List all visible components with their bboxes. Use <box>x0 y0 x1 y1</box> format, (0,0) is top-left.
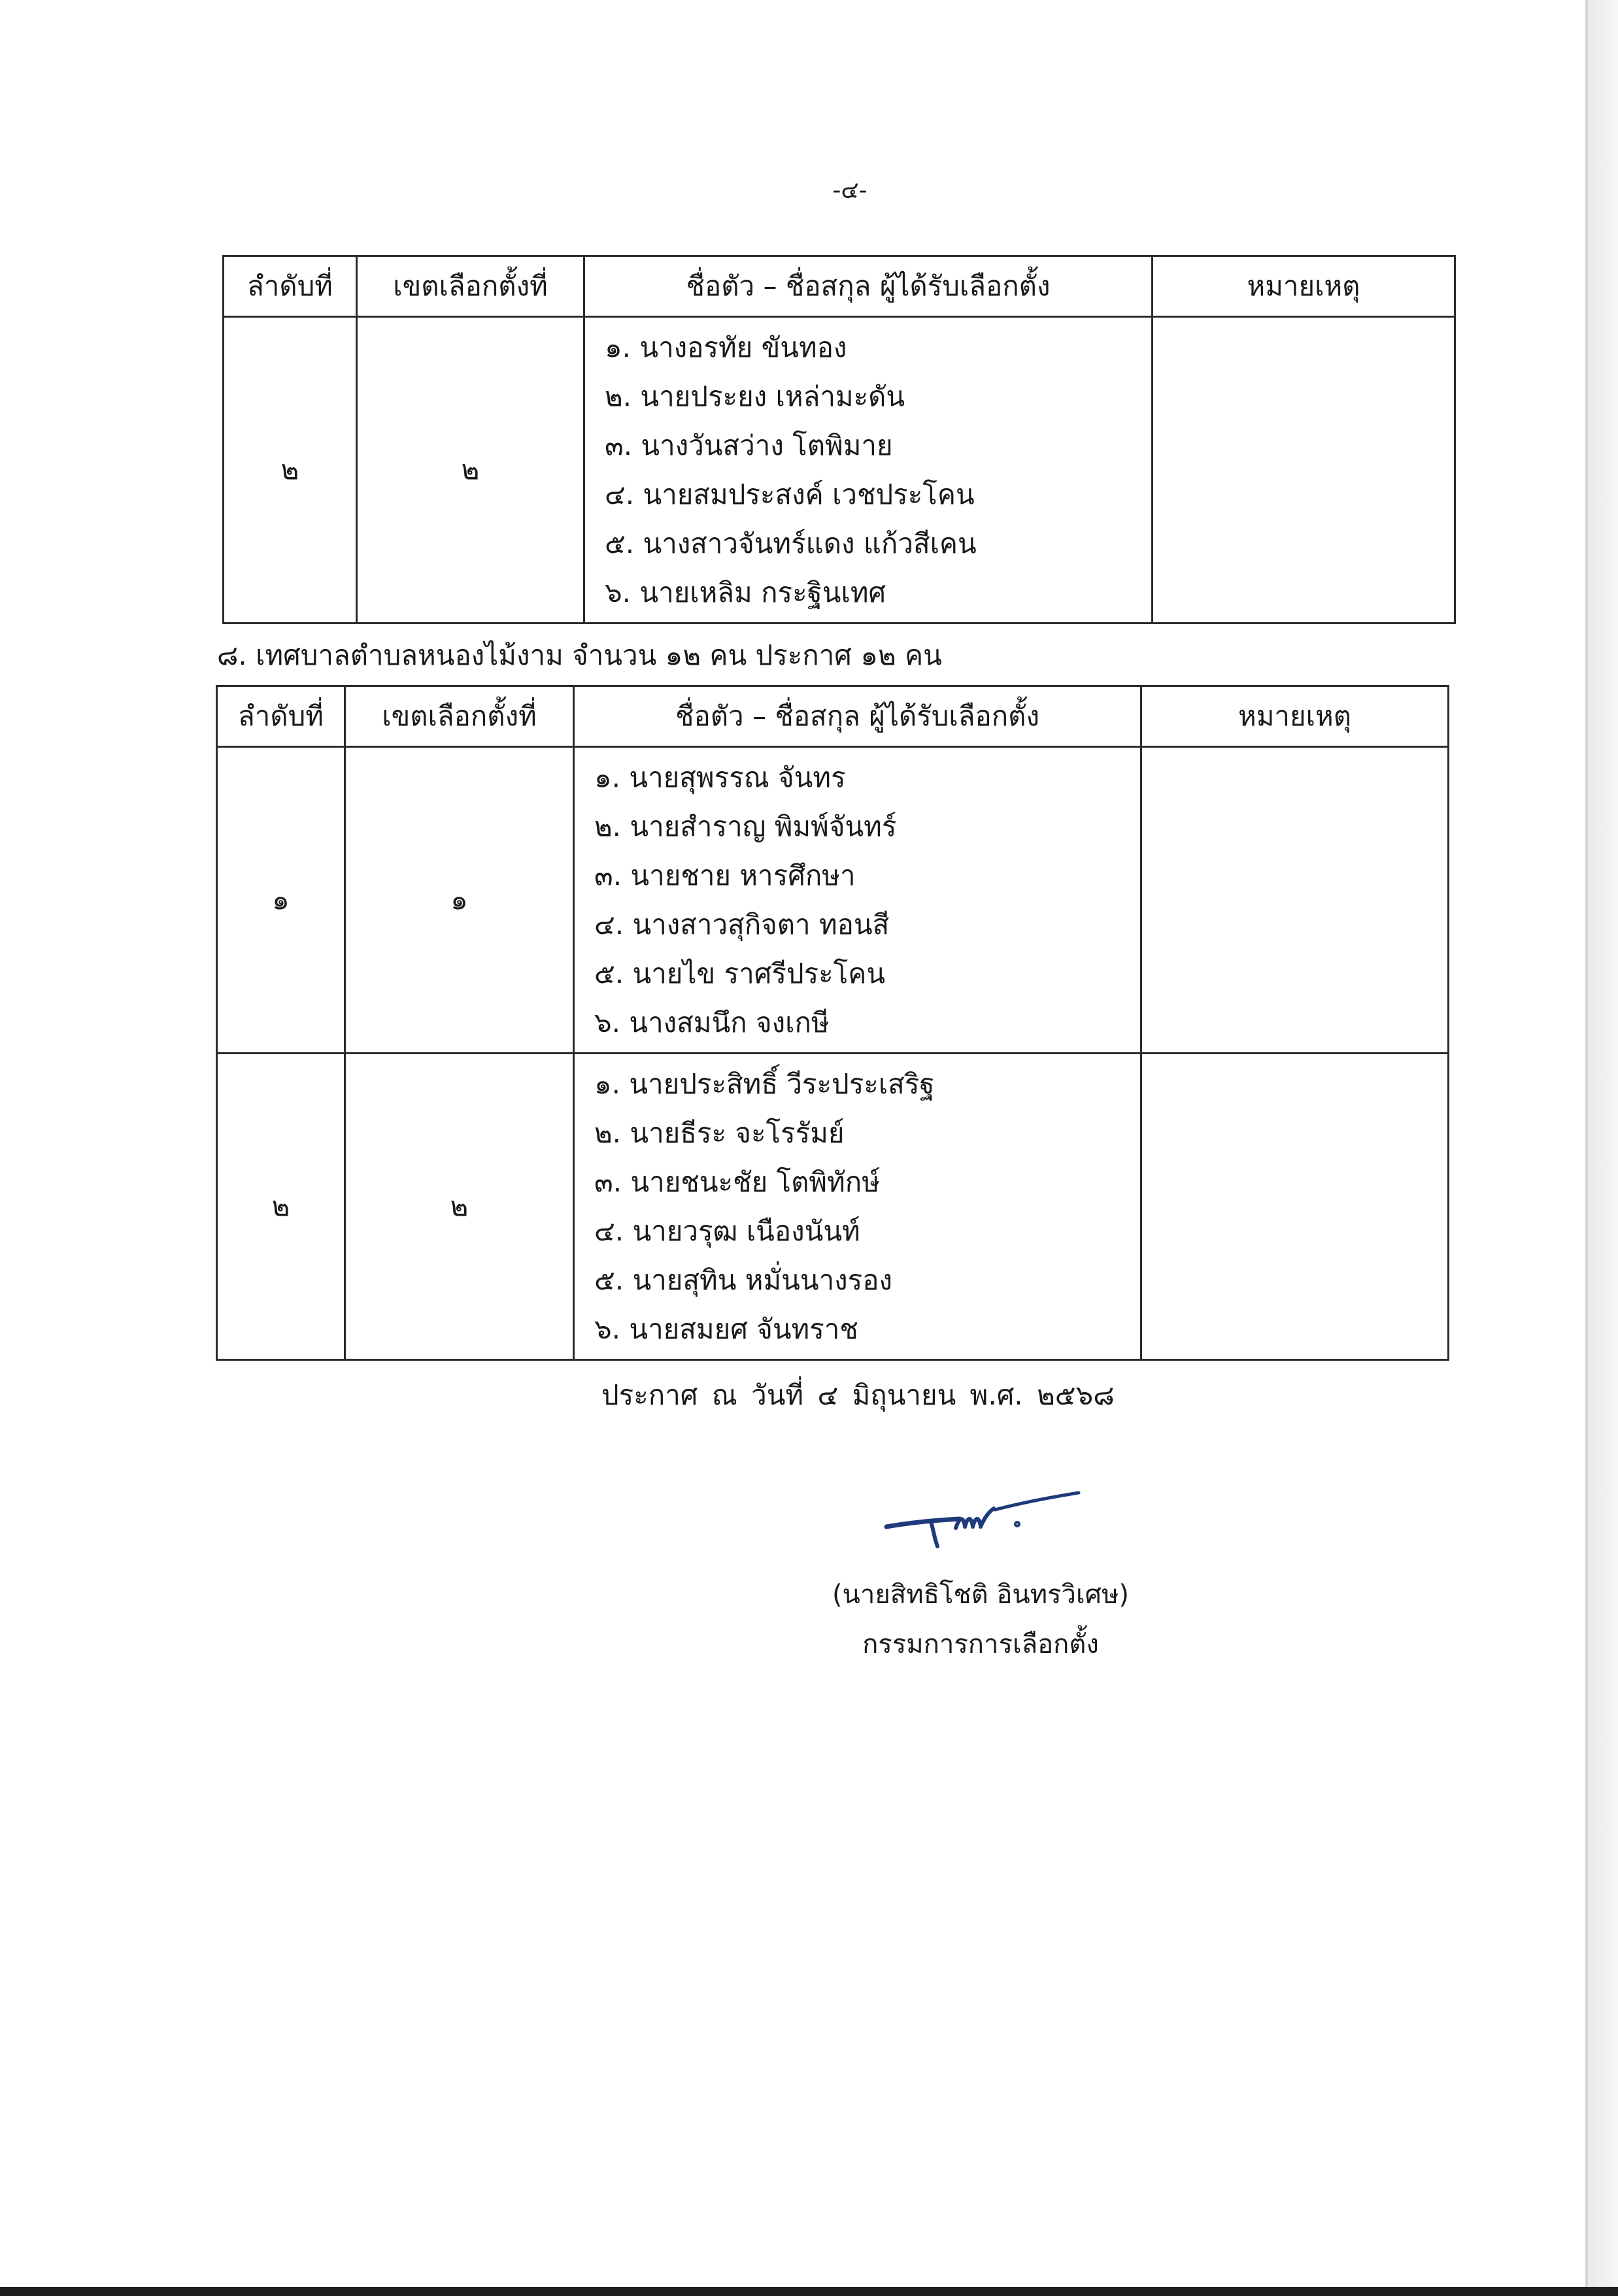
signer-name: (นายสิทธิโชติ อินทรวิเศษ) <box>832 1580 1130 1610</box>
header-order: ลำดับที่ <box>224 256 357 317</box>
names-cell <box>574 747 1141 1054</box>
header-order: ลำดับที่ <box>217 686 345 747</box>
table-row <box>224 317 1455 624</box>
page-right-edge <box>1585 0 1618 2296</box>
member-name: ๑. นายสุพรรณ จันทร <box>594 761 846 793</box>
member-name: ๓. นายชาย หารศึกษา <box>594 859 856 891</box>
announcement-date: ประกาศ ณ วันที่ ๔ มิถุนายน พ.ศ. ๒๕๖๘ <box>601 1379 1115 1411</box>
names-cell <box>574 1054 1141 1360</box>
district-cell: ๑ <box>345 747 574 1054</box>
member-name: ๒. นายประยง เหล่ามะดัน <box>605 380 905 412</box>
header-remark: หมายเหตุ <box>1141 686 1449 747</box>
section-heading: ๘. เทศบาลตำบลหนองไม้งาม จำนวน ๑๒ คน ประกาศ ๑๒ คน <box>217 639 942 671</box>
member-name: ๔. นายสมประสงค์ เวชประโคน <box>605 478 975 510</box>
header-district: เขตเลือกตั้งที่ <box>357 256 584 317</box>
table-header-row <box>224 256 1455 317</box>
names-cell <box>584 317 1153 624</box>
member-name: ๓. นายชนะชัย โตพิทักษ์ <box>594 1166 880 1198</box>
signature <box>883 1484 1092 1556</box>
header-district: เขตเลือกตั้งที่ <box>345 686 574 747</box>
member-name: ๖. นายสมยศ จันทราช <box>594 1313 858 1345</box>
member-name: ๑. นายประสิทธิ์ วีระประเสริฐ <box>594 1068 935 1100</box>
header-name: ชื่อตัว – ชื่อสกุล ผู้ได้รับเลือกตั้ง <box>584 256 1153 317</box>
district-cell: ๒ <box>357 317 584 624</box>
elected-members-table-1 <box>222 255 1456 624</box>
signer-title: กรรมการการเลือกตั้ง <box>862 1629 1099 1659</box>
remark-cell <box>1141 1054 1449 1360</box>
member-name: ๒. นายธีระ จะโรรัมย์ <box>594 1117 845 1149</box>
header-name: ชื่อตัว – ชื่อสกุล ผู้ได้รับเลือกตั้ง <box>574 686 1141 747</box>
order-cell: ๑ <box>217 747 345 1054</box>
page-bottom-edge <box>0 2287 1618 2296</box>
district-cell: ๒ <box>345 1054 574 1360</box>
member-name: ๒. นายสำราญ พิมพ์จันทร์ <box>594 810 897 842</box>
member-name: ๑. นางอรทัย ขันทอง <box>605 331 847 363</box>
member-name: ๕. นางสาวจันทร์แดง แก้วสีเคน <box>605 527 977 559</box>
remark-cell <box>1141 747 1449 1054</box>
elected-members-table-2 <box>216 685 1449 1361</box>
order-cell: ๒ <box>224 317 357 624</box>
member-name: ๕. นายสุทิน หมั่นนางรอง <box>594 1264 892 1296</box>
member-name: ๓. นางวันสว่าง โตพิมาย <box>605 429 893 461</box>
header-remark: หมายเหตุ <box>1153 256 1455 317</box>
member-name: ๖. นายเหลิม กระฐินเทศ <box>605 576 886 608</box>
order-cell: ๒ <box>217 1054 345 1360</box>
table-header-row <box>217 686 1449 747</box>
table-row <box>217 747 1449 1054</box>
member-name: ๖. นางสมนึก จงเกษี <box>594 1007 830 1039</box>
member-name: ๕. นายไข ราศรีประโคน <box>594 957 886 990</box>
remark-cell <box>1153 317 1455 624</box>
page-number: -๔- <box>832 177 868 204</box>
table-row <box>217 1054 1449 1360</box>
member-name: ๔. นางสาวสุกิจตา ทอนสี <box>594 908 890 940</box>
member-name: ๔. นายวรุฒ เนืองนันท์ <box>594 1215 860 1247</box>
